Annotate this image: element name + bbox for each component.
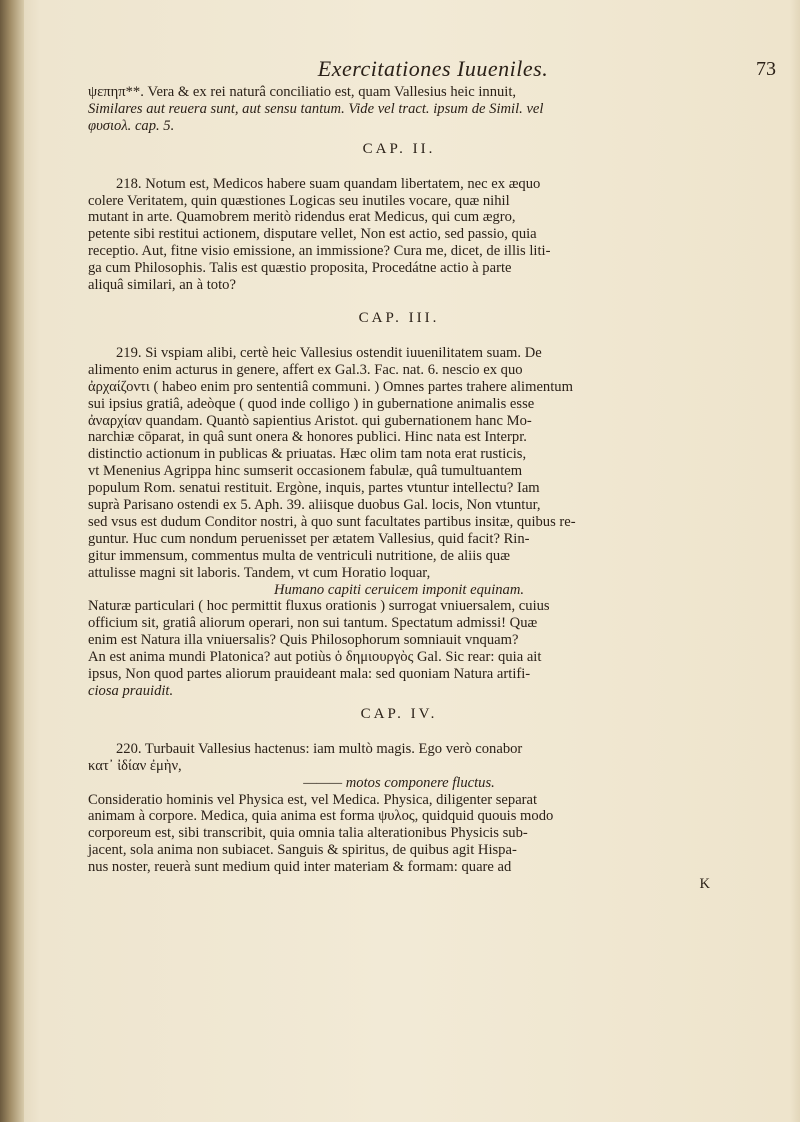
catchword: K bbox=[699, 876, 710, 893]
text-line: guntur. Huc cum nondum peruenisset per ætatem Vallesius, quid facit? Rin- bbox=[88, 530, 530, 547]
text-line: animam à corpore. Medica, quia anima est forma ψυλος, quidquid quouis modo bbox=[88, 808, 554, 825]
text-line: ipsus, Non quod partes aliorum prauideant mala: sed quoniam Natura artifi- bbox=[88, 666, 531, 683]
text-line: corporeum est, sibi transcribit, quia omnia talia alterationibus Physicis sub- bbox=[88, 825, 528, 842]
running-title: Exercitationes Iuueniles. bbox=[317, 56, 549, 81]
text-line: enim est Natura illa vniuersalis? Quis Philosophorum somniauit vnquam? bbox=[88, 632, 519, 649]
chapter-heading: CAP. IV. bbox=[360, 705, 438, 722]
text-line: ciosa prauidit. bbox=[88, 683, 174, 699]
text-line: suprà Parisano ostendi ex 5. Aph. 39. aliisque duobus Gal. locis, Non vtuntur, bbox=[88, 497, 541, 514]
verse-quotation: Humano capiti ceruicem imponit equinam. bbox=[273, 581, 525, 598]
text-line: ψεπηπ**. Vera & ex rei naturâ conciliatio est, quam Vallesius heic innuit, bbox=[88, 84, 517, 100]
binding-edge bbox=[0, 0, 24, 1122]
text-line: φυσιολ. cap. 5. bbox=[88, 117, 175, 134]
text-line: narchiæ cōparat, in quâ sunt onera & honores publici. Hinc nata est Interpr. bbox=[88, 429, 527, 446]
text-line: Consideratio hominis vel Physica est, vel Medica. Physica, diligenter separat bbox=[88, 791, 538, 808]
chapter-heading: CAP. II. bbox=[362, 140, 436, 157]
text-line: 220. Turbauit Vallesius hactenus: iam multò magis. Ego verò conabor bbox=[116, 740, 523, 757]
text-line: sed vsus est dudum Conditor nostri, à quo sunt facultates partibus insitæ, quibus re- bbox=[88, 513, 576, 530]
spacer bbox=[88, 294, 710, 304]
text-line: officium sit, gratiâ aliorum operari, non sui tantum. Spectatum admissi! Quæ bbox=[88, 615, 538, 632]
text-line: attulisse magni sit laboris. Tandem, vt cum Horatio loquar, bbox=[88, 564, 431, 581]
text-line: alimento enim acturus in genere, affert ex Gal.3. Fac. nat. 6. nescio ex quo bbox=[88, 361, 523, 378]
text-line: mutant in arte. Quamobrem meritò ridendus erat Medicus, qui cum ægro, bbox=[88, 209, 516, 226]
text-line: An est anima mundi Platonica? aut potiùs ὁ δημιουργὸς Gal. Sic rear: quia ait bbox=[88, 649, 542, 666]
text-line: aliquâ similari, an à toto? bbox=[88, 277, 236, 294]
page-header bbox=[90, 56, 776, 84]
chapter-heading: CAP. III. bbox=[358, 309, 440, 326]
page-number: 73 bbox=[756, 58, 776, 80]
text-line: receptio. Aut, fitne visio emissione, an immissione? Cura me, dicet, de illis liti- bbox=[88, 243, 551, 260]
text-line: ἀρχαίζοντι ( habeo enim pro sententiâ communi. ) Omnes partes trahere alimentum bbox=[88, 378, 573, 395]
text-line: gitur immensum, commentus multa de ventriculi nutritione, de aliis quæ bbox=[88, 547, 510, 564]
text-line: ga cum Philosophis. Talis est quæstio proposita, Procedátne actio à parte bbox=[88, 260, 512, 277]
text-line: jacent, sola anima non subiacet. Sanguis & spiritus, de quibus agit Hispa- bbox=[88, 842, 517, 859]
text-line: vt Menenius Agrippa hinc sumserit occasionem fabulæ, quâ tumultuantem bbox=[88, 463, 523, 480]
verse-quotation: ——— motos componere fluctus. bbox=[303, 774, 495, 791]
main-text bbox=[88, 84, 710, 893]
text-line: sui ipsius gratiâ, adeòque ( quod inde colligo ) in gubernatione animalis esse bbox=[88, 395, 535, 412]
text-line: 219. Si vspiam alibi, certè heic Vallesius ostendit iuuenilitatem suam. De bbox=[116, 344, 542, 361]
text-line: Naturæ particulari ( hoc permittit fluxus orationis ) surrogat vniuersalem, cuius bbox=[88, 598, 550, 615]
text-line: distinctio actionum in publicas & priuatas. Hæc olim tam nota erat rusticis, bbox=[88, 446, 527, 463]
text-line: Similares aut reuera sunt, aut sensu tantum. Vide vel tract. ipsum de Simil. vel bbox=[88, 100, 544, 117]
text-line: κατ᾽ ἰδίαν ἐμὴν, bbox=[88, 757, 182, 774]
text-line: populum Rom. senatui restituit. Ergòne, inquis, partes vtuntur intellectu? Iam bbox=[88, 480, 540, 497]
text-line: nus noster, reuerà sunt medium quid inter materiam & formam: quare ad bbox=[88, 859, 512, 876]
text-line: petente sibi restitui actionem, disputare vellet, Non est actio, sed passio, quia bbox=[88, 226, 537, 243]
text-line: ἀναρχίαν quandam. Quantò sapientius Aristot. qui gubernationem hanc Mo- bbox=[88, 412, 532, 429]
text-line: colere Veritatem, quin quæstiones Logicas seu inutiles vocare, quæ nihil bbox=[88, 192, 510, 209]
text-line: 218. Notum est, Medicos habere suam quandam libertatem, nec ex æquo bbox=[116, 175, 541, 192]
